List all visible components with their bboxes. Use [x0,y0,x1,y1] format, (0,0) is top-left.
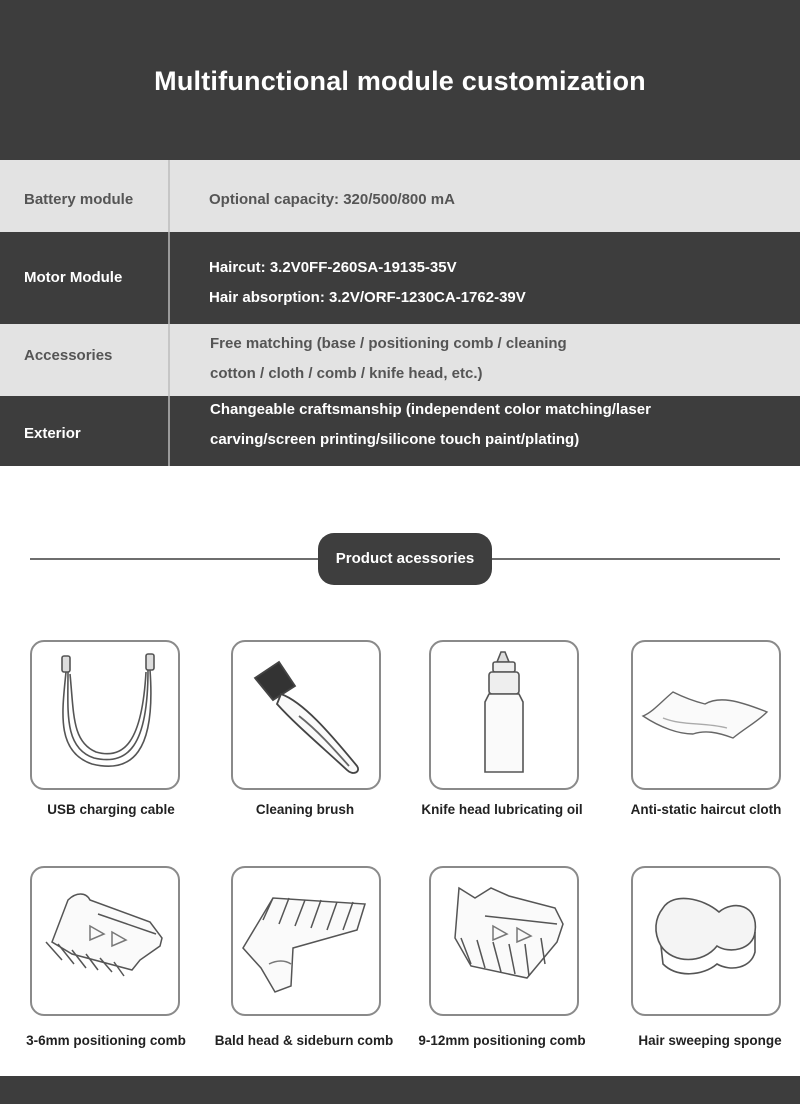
spec-row-accessories [0,324,800,396]
accessory-caption: 3-6mm positioning comb [26,1033,186,1048]
haircut-cloth-icon [633,642,779,788]
spec-row-battery [0,160,800,232]
accessory-card [429,866,579,1016]
positioning-comb-icon [431,868,577,1014]
spec-value: cotton / cloth / comb / knife head, etc.) [210,365,483,382]
bottom-band [0,1076,800,1104]
accessory-card [30,640,180,790]
spec-label: Accessories [24,347,113,364]
spec-divider [168,396,170,466]
spec-value: Hair absorption: 3.2V/ORF-1230CA-1762-39V [209,289,526,306]
spec-value: carving/screen printing/silicone touch paint/plating) [210,431,580,448]
spec-divider [168,160,170,232]
section-rule-left [30,558,320,560]
usb-cable-icon [32,642,178,788]
page-header [0,0,800,160]
accessory-caption: 9-12mm positioning comb [418,1033,586,1048]
accessory-card [231,640,381,790]
accessory-caption: USB charging cable [47,802,175,817]
sideburn-comb-icon [233,868,379,1014]
accessory-card [429,640,579,790]
oil-bottle-icon [431,642,577,788]
sponge-icon [633,868,779,1014]
accessory-card [631,640,781,790]
positioning-comb-icon [32,868,178,1014]
spec-label: Motor Module [24,269,123,286]
spec-value: Free matching (base / positioning comb / cleaning [210,335,567,352]
section-heading: Product acessories [318,533,492,585]
accessory-caption: Anti-static haircut cloth [630,802,782,817]
spec-label: Exterior [24,425,81,442]
spec-row-motor [0,232,800,324]
page-title: Multifunctional module customization [154,66,646,96]
accessory-card [631,866,781,1016]
spec-label: Battery module [24,191,134,208]
accessory-card [231,866,381,1016]
spec-value: Optional capacity: 320/500/800 mA [209,191,455,208]
spec-row-exterior [0,396,800,466]
accessory-caption: Cleaning brush [255,802,355,817]
spec-divider [168,324,170,396]
accessory-card [30,866,180,1016]
spec-value: Changeable craftsmanship (independent color matching/laser [210,401,651,418]
spec-value: Haircut: 3.2V0FF-260SA-19135-35V [209,259,457,276]
section-rule-right [490,558,780,560]
accessory-caption: Bald head & sideburn comb [214,1033,394,1048]
accessory-caption: Hair sweeping sponge [638,1033,782,1048]
cleaning-brush-icon [233,642,379,788]
spec-divider [168,232,170,324]
accessory-caption: Knife head lubricating oil [421,802,583,817]
